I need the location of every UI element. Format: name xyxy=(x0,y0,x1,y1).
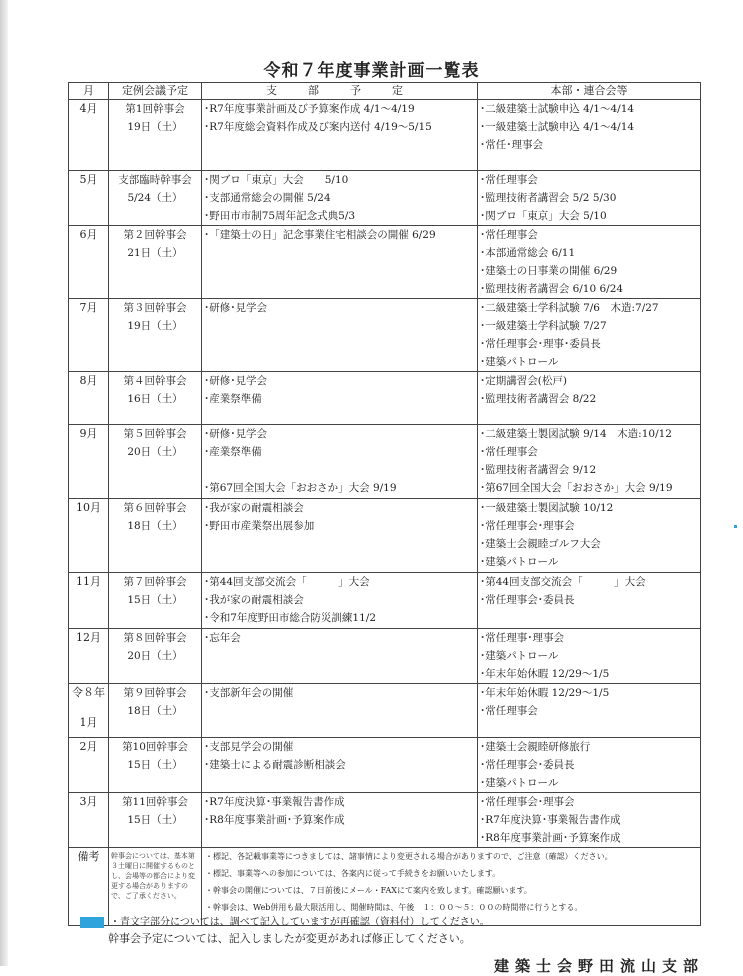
hq-item: ･一級建築士製図試験 10/12 xyxy=(480,502,614,514)
hq-cell xyxy=(478,499,701,573)
meeting-line: 15日（土） xyxy=(127,814,183,826)
hq-item: ･建築パトロール xyxy=(480,650,559,662)
hq-item: ･監理技術者講習会 5/2 5/30 xyxy=(480,192,617,204)
hq-item: ･建築士会親睦ゴルフ大会 xyxy=(480,538,601,550)
meeting-line: 15日（土） xyxy=(127,759,183,771)
meeting-cell xyxy=(109,684,202,738)
hq-item: ･関ブロ「東京」大会 5/10 xyxy=(480,210,607,222)
meeting-line: 第11回幹事会 xyxy=(122,796,188,808)
header-row xyxy=(69,83,701,100)
hq-item: ･常任理事会･理事会 xyxy=(480,796,575,808)
meeting-line: 19日（土） xyxy=(127,320,183,332)
branch-item: ･野田市市制75周年記念式典5/3 xyxy=(204,210,356,222)
hq-item: ･監理技術者講習会 6/10 6/24 xyxy=(480,283,624,295)
branch-cell xyxy=(202,793,478,848)
hq-item: ･R7年度決算･事業報告書作成 xyxy=(480,814,621,826)
branch-item: ･R8年度事業計画･予算案作成 xyxy=(204,814,345,826)
month-cell xyxy=(69,299,109,372)
meeting-cell xyxy=(109,226,202,299)
hq-item: ･二級建築士試験申込 4/1～4/14 xyxy=(480,103,635,115)
hq-cell xyxy=(478,793,701,848)
month-row xyxy=(69,372,701,425)
hq-item: ･建築士会親睦研修旅行 xyxy=(480,741,591,753)
hq-item: ･常任理事会 xyxy=(480,705,538,717)
month-label: 6月 xyxy=(79,228,98,241)
month-cell xyxy=(69,425,109,499)
meeting-cell xyxy=(109,372,202,425)
title-text: 令和７年度事業計画一覧表 xyxy=(263,61,480,81)
month-label: 5月 xyxy=(79,173,98,186)
month-row xyxy=(69,684,701,738)
hq-item: ･第67回全国大会「おおさか」大会 9/19 xyxy=(480,482,673,494)
branch-cell xyxy=(202,425,478,499)
hq-item: ･年末年始休暇 12/29～1/5 xyxy=(480,687,610,699)
hq-cell xyxy=(478,100,701,171)
month-label: 3月 xyxy=(79,795,98,808)
branch-item: ･R7年度事業計画及び予算案作成 4/1～4/19 xyxy=(204,103,415,115)
hq-cell xyxy=(478,573,701,629)
month-cell xyxy=(69,226,109,299)
month-row xyxy=(69,573,701,629)
blue-swatch-icon xyxy=(80,917,104,928)
hq-cell xyxy=(478,226,701,299)
hq-item: ･建築パトロール xyxy=(480,556,559,568)
meeting-line: 21日（土） xyxy=(127,247,183,259)
month-cell xyxy=(69,629,109,684)
branch-cell xyxy=(202,372,478,425)
hq-item: ･監理技術者講習会 9/12 xyxy=(480,464,597,476)
page-edge xyxy=(0,0,8,966)
notes-label: 備考 xyxy=(69,848,109,926)
header-month: 月 xyxy=(69,83,109,100)
meeting-cell xyxy=(109,793,202,848)
meeting-line: 第２回幹事会 xyxy=(123,229,187,241)
branch-cell xyxy=(202,299,478,372)
branch-item: ･研修･見学会 xyxy=(204,302,267,314)
month-row xyxy=(69,171,701,226)
month-label: 9月 xyxy=(79,427,98,440)
hq-item: ･定期講習会(松戸) xyxy=(480,375,567,387)
meeting-line: 15日（土） xyxy=(127,594,183,606)
meeting-line: 19日（土） xyxy=(127,121,183,133)
meeting-cell xyxy=(109,100,202,171)
meeting-line: 第10回幹事会 xyxy=(122,741,188,753)
hq-cell xyxy=(478,738,701,793)
hq-cell xyxy=(478,629,701,684)
header-meeting: 定例会議予定 xyxy=(109,83,202,100)
hq-item: ･一級建築士学科試験 7/27 xyxy=(480,320,607,332)
note-line: ・標記、各記載事業等につきましては、諸事情により変更される場合がありますので、ご注意（確認）ください。 xyxy=(205,852,613,861)
hq-cell xyxy=(478,372,701,425)
hq-item: ･第44回支部交流会「 」大会 xyxy=(480,576,646,588)
month-cell xyxy=(69,171,109,226)
month-label: 8月 xyxy=(79,374,98,387)
month-label: 1月 xyxy=(79,716,98,729)
header-branch: 支 部 予 定 xyxy=(202,83,478,100)
legend-text: ・青文字部分については、調べて記入していますが再確認（資料付）してください。 xyxy=(110,917,490,928)
month-cell xyxy=(69,499,109,573)
month-row xyxy=(69,299,701,372)
meeting-line: 支部臨時幹事会 xyxy=(118,174,192,186)
branch-item: ･関ブロ「東京」大会 5/10 xyxy=(204,174,349,186)
month-label: 10月 xyxy=(76,501,101,514)
meeting-line: 18日（土） xyxy=(127,705,183,717)
month-cell xyxy=(69,372,109,425)
hq-item: ･一級建築士試験申込 4/1～4/14 xyxy=(480,121,635,133)
branch-item: ･野田市産業祭出展参加 xyxy=(204,520,315,532)
month-cell xyxy=(69,684,109,738)
month-year: 令８年 xyxy=(72,686,105,699)
month-row xyxy=(69,793,701,848)
legend xyxy=(80,913,490,928)
branch-item: ･建築士による耐震診断相談会 xyxy=(204,759,346,771)
month-cell xyxy=(69,738,109,793)
branch-item: ･我が家の耐震相談会 xyxy=(204,594,304,606)
branch-item: ･R7年度決算･事業報告書作成 xyxy=(204,796,345,808)
hq-item: ･監理技術者講習会 8/22 xyxy=(480,393,597,405)
hq-cell xyxy=(478,171,701,226)
branch-item: ･支部通常総会の開催 5/24 xyxy=(204,192,331,204)
meeting-line: 16日（土） xyxy=(127,393,183,405)
branch-item: ･産業祭準備 xyxy=(204,446,262,458)
hq-item: ･本部通常総会 6/11 xyxy=(480,247,576,259)
meeting-line: 第６回幹事会 xyxy=(123,502,187,514)
notes-small: 幹事会については、基本第３土曜日に開催するものとし、会場等の都合により変更する場合がありますので、ご了承ください。 xyxy=(109,848,202,926)
meeting-line: 第５回幹事会 xyxy=(123,428,187,440)
plan-table xyxy=(68,82,701,926)
branch-item: ･研修･見学会 xyxy=(204,375,267,387)
branch-item: ･支部見学会の開催 xyxy=(204,741,294,753)
meeting-line: 第４回幹事会 xyxy=(123,375,187,387)
branch-cell xyxy=(202,171,478,226)
branch-cell xyxy=(202,629,478,684)
branch-name: 建築士会野田流山支部 xyxy=(494,957,705,975)
branch-item: ･我が家の耐震相談会 xyxy=(204,502,304,514)
branch-item: ･R7年度総会資料作成及び案内送付 4/19～5/15 xyxy=(204,121,432,133)
meeting-cell xyxy=(109,629,202,684)
month-cell xyxy=(69,573,109,629)
hq-item: ･常任理事会･委員長 xyxy=(480,759,575,771)
month-cell xyxy=(69,793,109,848)
meeting-line: 第９回幹事会 xyxy=(123,687,187,699)
note-line: ・標記、事業等への参加については、各案内に従って手続きをお願いいたします。 xyxy=(205,869,501,878)
hq-item: ･常任理事会･理事･委員長 xyxy=(480,338,601,350)
branch-item: ･第44回支部交流会「 」大会 xyxy=(204,576,370,588)
page-title xyxy=(0,56,743,81)
meeting-line: 第７回幹事会 xyxy=(123,576,187,588)
meeting-cell xyxy=(109,171,202,226)
month-label: 11月 xyxy=(76,575,101,588)
hq-cell xyxy=(478,299,701,372)
branch-item: ･研修･見学会 xyxy=(204,428,267,440)
meeting-line: 20日（土） xyxy=(127,650,183,662)
month-label: 12月 xyxy=(76,631,101,644)
hq-item: ･二級建築士学科試験 7/6 木造:7/27 xyxy=(480,302,659,314)
branch-cell xyxy=(202,738,478,793)
month-cell xyxy=(69,100,109,171)
branch-item: ･令和7年度野田市総合防災訓練11/2 xyxy=(204,612,377,624)
note-line: ・幹事会の開催については、７日前後にメール・FAXにて案内を致します。確認願います。 xyxy=(205,886,532,895)
month-label: 4月 xyxy=(79,102,98,115)
meeting-line: 第３回幹事会 xyxy=(123,302,187,314)
footnote: 幹事会予定については、記入しましたが変更があれば修正してください。 xyxy=(108,932,471,945)
meeting-cell xyxy=(109,738,202,793)
meeting-line: 20日（土） xyxy=(127,446,183,458)
branch-item xyxy=(202,461,477,479)
meeting-line: 5/24（土） xyxy=(127,192,183,204)
hq-item: ･常任理事会･理事会 xyxy=(480,520,575,532)
month-row xyxy=(69,499,701,573)
hq-item: ･建築パトロール xyxy=(480,356,559,368)
meeting-cell xyxy=(109,499,202,573)
hq-item: ･常任理事会･委員長 xyxy=(480,594,575,606)
hq-item: ･常任理事会 xyxy=(480,446,538,458)
month-row xyxy=(69,738,701,793)
hq-item: ･建築パトロール xyxy=(480,777,559,789)
stray-mark xyxy=(734,525,737,528)
meeting-line: 第８回幹事会 xyxy=(123,632,187,644)
month-label: 2月 xyxy=(79,740,98,753)
hq-item: ･年末年始休暇 12/29～1/5 xyxy=(480,668,610,680)
header-hq: 本部・連合会等 xyxy=(478,83,701,100)
hq-item: ･常任理事会 xyxy=(480,174,538,186)
month-row xyxy=(69,100,701,171)
hq-cell xyxy=(478,425,701,499)
meeting-line: 18日（土） xyxy=(127,520,183,532)
meeting-cell xyxy=(109,299,202,372)
hq-item: ･常任理事会 xyxy=(480,229,538,241)
meeting-cell xyxy=(109,425,202,499)
branch-cell xyxy=(202,573,478,629)
branch-item: ･「建築士の日」記念事業住宅相談会の開催 6/29 xyxy=(204,229,436,241)
hq-item: ･常任･理事会 xyxy=(480,139,543,151)
branch-item: ･支部新年会の開催 xyxy=(204,687,294,699)
branch-cell xyxy=(202,684,478,738)
hq-item: ･建築士の日事業の開催 6/29 xyxy=(480,265,618,277)
note-line: ・幹事会は、Web併用も最大限活用し、開催時間は、午後 １：００～５：００の時間帯に行うとする。 xyxy=(205,903,583,912)
hq-item: ･二級建築士製図試験 9/14 木造:10/12 xyxy=(480,428,672,440)
branch-cell xyxy=(202,226,478,299)
meeting-cell xyxy=(109,573,202,629)
meeting-line: 第1回幹事会 xyxy=(125,103,185,115)
branch-cell xyxy=(202,499,478,573)
month-row xyxy=(69,226,701,299)
branch-item: ･産業祭準備 xyxy=(204,393,262,405)
hq-cell xyxy=(478,684,701,738)
branch-item: ･第67回全国大会「おおさか」大会 9/19 xyxy=(204,482,397,494)
branch-cell xyxy=(202,100,478,171)
month-row xyxy=(69,629,701,684)
hq-item: ･常任理事･理事会 xyxy=(480,632,564,644)
branch-item: ･忘年会 xyxy=(204,632,241,644)
hq-item: ･R8年度事業計画･予算案作成 xyxy=(480,832,621,844)
month-row xyxy=(69,425,701,499)
month-label: 7月 xyxy=(79,301,98,314)
